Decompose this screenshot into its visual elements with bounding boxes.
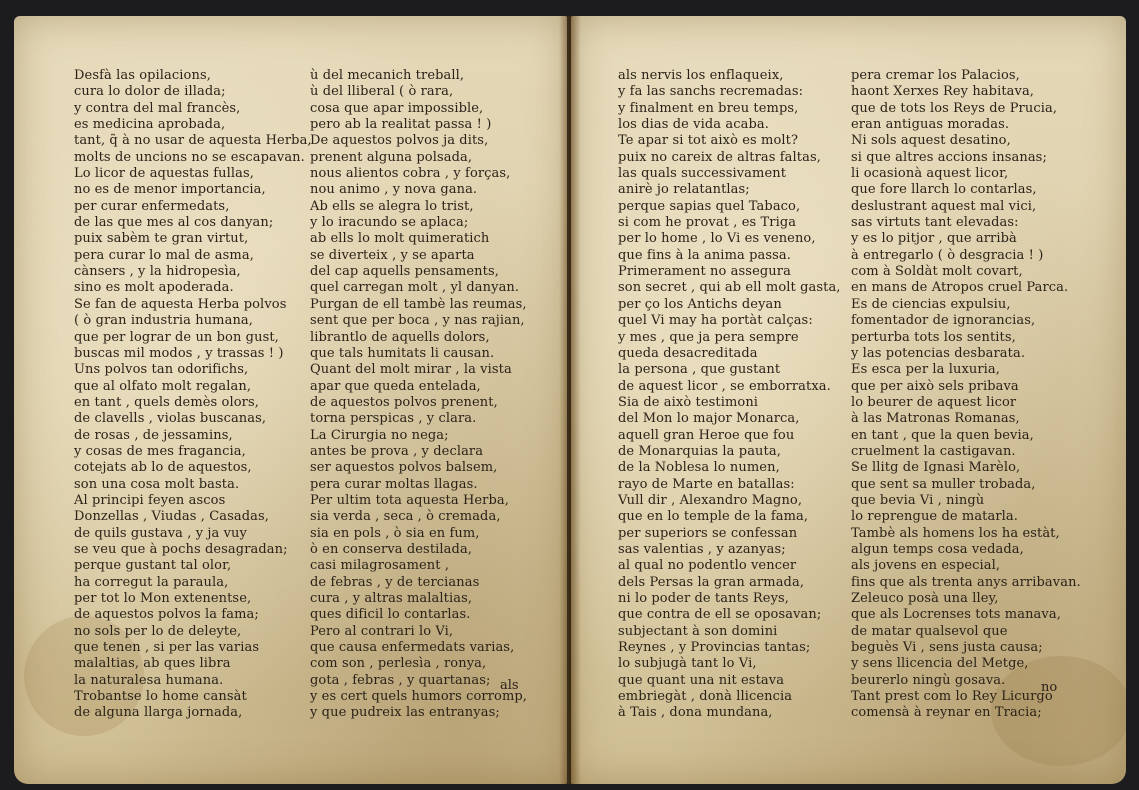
text-line: Pero al contrari lo Vi, <box>310 623 454 639</box>
text-line: Ni sols aquest desatino, <box>851 133 1011 149</box>
text-line: de aquestos polvos prenent, <box>310 394 498 410</box>
text-line: à Tais , dona mundana, <box>618 705 773 721</box>
text-line: sia en pols , ò sia en fum, <box>310 525 480 541</box>
text-line: y las potencias desbarata. <box>851 345 1026 361</box>
text-line: puix sabèm te gran virtut, <box>74 231 249 247</box>
text-line: puix no careix de altras faltas, <box>618 149 821 165</box>
text-line: dels Persas la gran armada, <box>618 574 805 590</box>
text-line: cura lo dolor de illada; <box>74 84 226 100</box>
text-line: Tambè als homens los ha estàt, <box>851 525 1060 541</box>
text-line: y cosas de mes fragancia, <box>74 443 246 459</box>
text-line: que causa enfermedats varias, <box>310 640 515 656</box>
text-line: molts de uncions no se escapavan. <box>74 149 305 165</box>
text-line: cànsers , y la hidropesìa, <box>74 264 241 280</box>
text-line: los dias de vida acaba. <box>618 117 769 133</box>
text-line: no sols per lo de deleyte, <box>74 623 242 639</box>
text-line: eran antiguas moradas. <box>851 117 1010 133</box>
text-line: nou animo , y nova gana. <box>310 182 478 198</box>
text-line: que sent sa muller trobada, <box>851 476 1036 492</box>
text-line: com son , perlesìa , ronya, <box>310 656 487 672</box>
text-line: que fins à la anima passa. <box>618 247 791 263</box>
text-line: fins que als trenta anys arribavan. <box>851 574 1081 590</box>
text-line: son una cosa molt basta. <box>74 476 240 492</box>
text-line: Reynes , y Provincias tantas; <box>618 640 811 656</box>
text-line: que tals humitats li causan. <box>310 345 495 361</box>
text-line: y finalment en breu temps, <box>618 100 799 116</box>
text-line: lo beurer de aquest licor <box>851 394 1017 410</box>
text-line: Quant del molt mirar , la vista <box>310 362 512 378</box>
text-line: se veu que à pochs desagradan; <box>74 541 288 557</box>
text-line: que quant una nit estava <box>618 672 785 688</box>
text-line: buscas mil modos , y trassas ! ) <box>74 345 284 361</box>
text-line: cura , y altras malaltias, <box>310 591 473 606</box>
text-line: que contra de ell se oposavan; <box>618 607 822 623</box>
text-line: Te apar si tot això es molt? <box>618 133 799 149</box>
text-line: que bevia Vi , ningù <box>851 492 985 508</box>
text-line: lo subjugà tant lo Vi, <box>618 656 757 672</box>
text-line: per superiors se confessan <box>618 525 798 541</box>
text-line: de Monarquias la pauta, <box>618 443 781 459</box>
text-line: Ab ells se alegra lo trist, <box>310 198 474 214</box>
text-line: de matar qualsevol que <box>851 623 1008 639</box>
text-line: y es lo pitjor , que arribà <box>851 231 1017 247</box>
text-line: de la Noblesa lo numen, <box>618 460 780 476</box>
text-line: à las Matronas Romanas, <box>851 411 1020 427</box>
text-line: pera curar moltas llagas. <box>310 476 478 492</box>
text-line: cruelment la castigavan. <box>851 443 1016 459</box>
text-line: en tant , quels demès olors, <box>74 394 259 410</box>
text-line: perque gustant tal olor, <box>74 558 232 574</box>
text-line: subjectant à son domini <box>618 623 778 639</box>
text-line: de aquest licor , se emborratxa. <box>618 378 831 394</box>
text-line: cosa que apar impossible, <box>310 100 484 116</box>
text-line: del Mon lo major Monarca, <box>618 411 800 427</box>
text-line: La Cirurgia no nega; <box>310 427 449 443</box>
text-line: Al principi feyen ascos <box>74 492 226 508</box>
text-line: es medicina aprobada, <box>74 117 226 133</box>
text-line: perturba tots los sentits, <box>851 329 1016 345</box>
text-line: se diverteix , y se aparta <box>310 247 475 263</box>
text-line: perque sapias quel Tabaco, <box>618 198 801 214</box>
text-line: que per lograr de un bon gust, <box>74 329 279 345</box>
text-line: que tenen , si per las varias <box>74 640 260 656</box>
text-line: que per això sels pribava <box>851 378 1019 394</box>
text-line: ù del mecanich treball, <box>310 68 465 83</box>
text-line: tant, q̃ à no usar de aquesta Herba, <box>74 133 312 149</box>
book-gutter <box>559 16 581 784</box>
text-line: anirè jo relatantlas; <box>618 182 750 198</box>
text-line: per ço los Antichs deyan <box>618 296 782 312</box>
text-line: per curar enfermedats, <box>74 198 230 214</box>
text-line: com à Soldàt molt covart, <box>851 264 1023 280</box>
text-line: nous alientos cobra , y forças, <box>310 166 511 182</box>
right-page-column-1 <box>618 68 841 722</box>
text-line: beguès Vi , sens justa causa; <box>851 640 1043 656</box>
text-line: y contra del mal francès, <box>74 100 241 116</box>
text-line: de aquestos polvos la fama; <box>74 607 259 623</box>
text-line: casi milagrosament , <box>310 558 450 574</box>
left-page <box>14 16 567 784</box>
right-page <box>571 16 1126 784</box>
text-line: la persona , que gustant <box>618 362 781 378</box>
text-line: Lo licor de aquestas fullas, <box>74 166 254 182</box>
text-line: sas valentias , y azanyas; <box>618 541 786 557</box>
text-line: Zeleuco posà una lley, <box>851 591 999 606</box>
text-line: Uns polvos tan odorifichs, <box>74 362 249 378</box>
text-line: prenent alguna polsada, <box>310 149 473 165</box>
text-line: pera curar lo mal de asma, <box>74 247 254 263</box>
text-line: ù del lliberal ( ò rara, <box>310 84 454 100</box>
text-line: al qual no podentlo vencer <box>618 558 797 574</box>
text-line: Per ultim tota aquesta Herba, <box>310 492 509 508</box>
text-line: Primerament no assegura <box>618 264 791 280</box>
text-line: per tot lo Mon extenentse, <box>74 591 252 606</box>
right-page-column-2 <box>851 68 1081 722</box>
right-page-catchword: no <box>1041 680 1058 695</box>
text-line: no es de menor importancia, <box>74 182 266 198</box>
text-line: ha corregut la paraula, <box>74 574 229 590</box>
text-line: quel carregan molt , yl danyan. <box>310 280 520 296</box>
text-line: lo reprengue de matarla. <box>851 509 1019 525</box>
text-line: aquell gran Heroe que fou <box>618 427 795 443</box>
text-line: pero ab la realitat passa ! ) <box>310 117 492 133</box>
text-line: la naturalesa humana. <box>74 672 224 688</box>
text-line: embriegàt , donà llicencia <box>618 689 793 705</box>
text-line: ques dificil lo contarlas. <box>310 607 471 623</box>
text-line: de las que mes al cos danyan; <box>74 215 274 231</box>
text-line: Es esca per la luxuria, <box>851 362 1001 378</box>
text-line: deslustrant aquest mal vici, <box>851 198 1037 214</box>
text-line: cotejats ab lo de aquestos, <box>74 460 252 476</box>
text-line: y es cert quels humors corromp, <box>310 689 528 705</box>
text-line: Donzellas , Viudas , Casadas, <box>74 509 270 525</box>
text-line: y que pudreix las entranyas; <box>310 705 500 721</box>
text-line: de quils gustava , y ja vuy <box>74 525 247 541</box>
text-line: Es de ciencias expulsiu, <box>851 296 1011 312</box>
text-line: Se fan de aquesta Herba polvos <box>74 296 287 312</box>
text-line: comensà à reynar en Tracia; <box>851 705 1042 721</box>
text-line: de febras , y de tercianas <box>310 574 480 590</box>
text-line: que als Locrenses tots manava, <box>851 607 1061 623</box>
text-line: als jovens en especial, <box>851 558 1001 574</box>
text-line: ( ò gran industria humana, <box>74 313 254 329</box>
text-line: Vull dir , Alexandro Magno, <box>618 492 803 508</box>
text-line: que al olfato molt regalan, <box>74 378 252 394</box>
text-line: malaltias, ab ques libra <box>74 656 231 672</box>
text-line: beurerlo ningù gosava. <box>851 672 1006 688</box>
text-line: sas virtuts tant elevadas: <box>851 215 1019 231</box>
text-line: y fa las sanchs recremadas: <box>618 84 804 100</box>
text-line: pera cremar los Palacios, <box>851 68 1020 83</box>
left-page-column-2 <box>310 68 527 722</box>
text-line: y lo iracundo se aplaca; <box>310 215 469 231</box>
text-line: per lo home , lo Vi es veneno, <box>618 231 816 247</box>
left-page-column-1 <box>74 68 312 722</box>
text-line: y mes , que ja pera sempre <box>618 329 799 345</box>
text-line: son secret , qui ab ell molt gasta, <box>618 280 841 296</box>
text-line: fomentador de ignorancias, <box>851 313 1036 329</box>
text-line: De aquestos polvos ja dits, <box>310 133 489 149</box>
text-line: Purgan de ell tambè las reumas, <box>310 296 527 312</box>
text-line: de rosas , de jessamins, <box>74 427 233 443</box>
text-line: que en lo temple de la fama, <box>618 509 809 525</box>
text-line: Se llitg de Ignasi Marèlo, <box>851 460 1021 476</box>
text-line: gota , febras , y quartanas; <box>310 672 491 688</box>
left-page-catchword: als <box>500 678 519 693</box>
text-line: rayo de Marte en batallas: <box>618 476 795 492</box>
text-line: apar que queda entelada, <box>310 378 481 394</box>
text-line: Trobantse lo home cansàt <box>74 689 247 705</box>
text-line: Sia de això testimoni <box>618 394 759 410</box>
text-line: algun temps cosa vedada, <box>851 541 1024 557</box>
text-line: del cap aquells pensaments, <box>310 264 499 280</box>
text-line: ò en conserva destilada, <box>310 541 473 557</box>
text-line: à entregarlo ( ò desgracia ! ) <box>851 247 1044 263</box>
text-line: en tant , que la quen bevia, <box>851 427 1034 443</box>
text-line: torna perspicas , y clara. <box>310 411 477 427</box>
text-line: queda desacreditada <box>618 345 758 361</box>
text-line: ab ells lo molt quimeratich <box>310 231 490 247</box>
text-line: las quals successivament <box>618 166 787 182</box>
text-line: antes be prova , y declara <box>310 443 484 459</box>
text-line: que fore llarch lo contarlas, <box>851 182 1037 198</box>
text-line: si que altres accions insanas; <box>851 149 1047 165</box>
text-line: haont Xerxes Rey habitava, <box>851 84 1035 100</box>
text-line: en mans de Atropos cruel Parca. <box>851 280 1069 296</box>
text-line: sia verda , seca , ò cremada, <box>310 509 501 525</box>
text-line: Tant prest com lo Rey Licurgo <box>851 689 1053 705</box>
book-spread <box>14 16 1126 784</box>
text-line: de alguna llarga jornada, <box>74 705 243 721</box>
text-line: que de tots los Reys de Prucia, <box>851 100 1058 116</box>
text-line: Desfà las opilacions, <box>74 68 211 83</box>
text-line: sino es molt apoderada. <box>74 280 234 296</box>
text-line: ser aquestos polvos balsem, <box>310 460 498 476</box>
text-line: ni lo poder de tants Reys, <box>618 591 790 606</box>
text-line: als nervis los enflaqueix, <box>618 68 784 83</box>
text-line: si com he provat , es Triga <box>618 215 797 231</box>
text-line: quel Vi may ha portàt calças: <box>618 313 813 329</box>
text-line: de clavells , violas buscanas, <box>74 411 267 427</box>
text-line: librantlo de aquells dolors, <box>310 329 490 345</box>
text-line: li ocasionà aquest licor, <box>851 166 1009 182</box>
text-line: y sens llicencia del Metge, <box>851 656 1029 672</box>
text-line: sent que per boca , y nas rajian, <box>310 313 525 329</box>
